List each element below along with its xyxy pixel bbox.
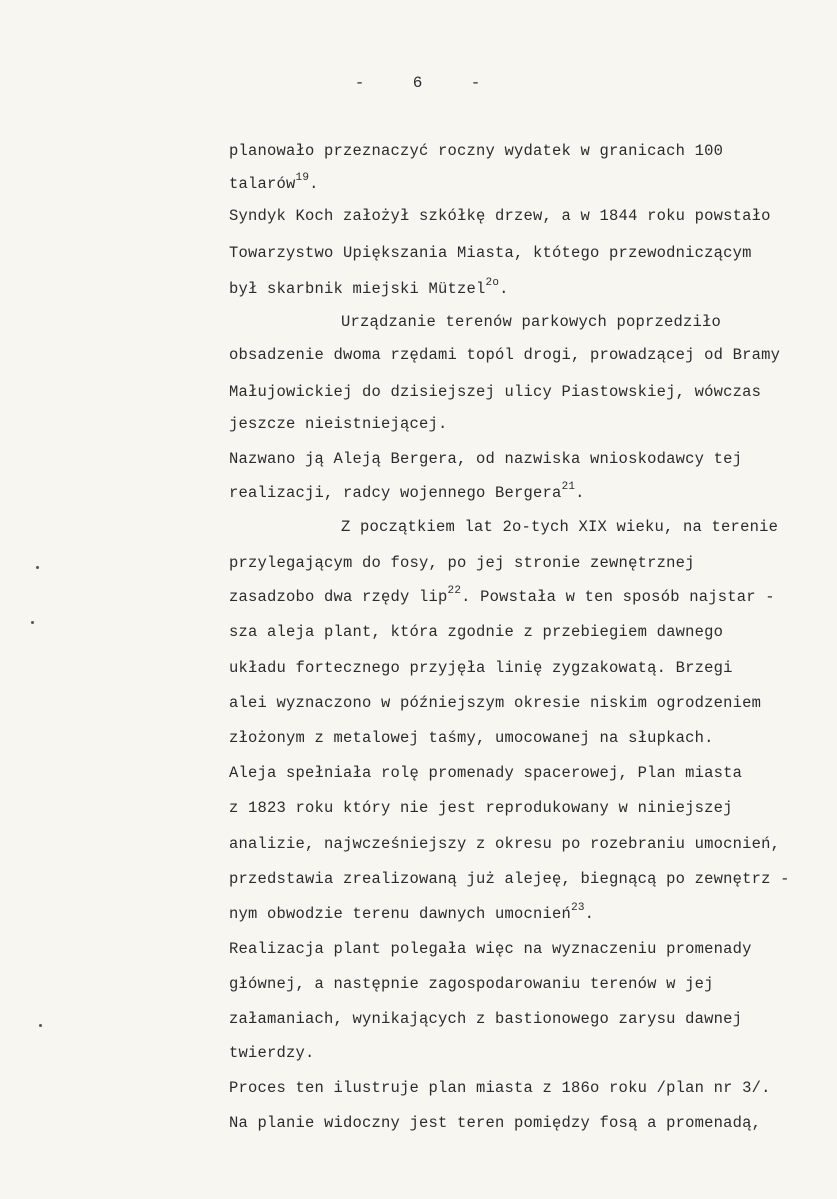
text-line: z 1823 roku który nie jest reprodukowany w niniejszej (229, 799, 733, 817)
text-line: alei wyznaczono w późniejszym okresie niskim ogrodzeniem (229, 694, 762, 712)
margin-mark (31, 621, 34, 624)
text-line: Urządzanie terenów parkowych poprzedziło (341, 313, 722, 331)
text-line: obsadzenie dwoma rzędami topól drogi, prowadzącej od Bramy (229, 346, 781, 364)
text-line: przedstawia zrealizowaną już alejeę, biegnącą po zewnętrz - (229, 870, 790, 888)
margin-mark (36, 566, 39, 569)
text-line: Aleja spełniała rolę promenady spacerowej, Plan miasta (229, 764, 743, 782)
text-line: nym obwodzie terenu dawnych umocnień$^{23}$. (229, 902, 595, 923)
page-number: - 6 - (354, 74, 483, 92)
text-line: złożonym z metalowej taśmy, umocowanej na słupkach. (229, 729, 714, 747)
text-line: Proces ten ilustruje plan miasta z 186o roku /plan nr 3/. (229, 1079, 771, 1097)
text-line: Nazwano ją Aleją Bergera, od nazwiska wnioskodawcy tej (229, 450, 743, 468)
text-line: Z początkiem lat 2o-tych XIX wieku, na terenie (341, 518, 779, 536)
text-line: Na planie widoczny jest teren pomiędzy fosą a promenadą, (229, 1114, 762, 1132)
text-line: planowało przeznaczyć roczny wydatek w granicach 100 (229, 142, 724, 160)
text-line: głównej, a następnie zagospodarowaniu terenów w jej (229, 975, 714, 993)
text-line: Małujowickiej do dzisiejszej ulicy Piastowskiej, wówczas (229, 383, 762, 401)
text-line: jeszcze nieistniejącej. (229, 415, 448, 433)
text-line: zasadzobo dwa rzędy lip$^{22}$. Powstała w ten sposób najstar - (229, 585, 775, 606)
text-line: był skarbnik miejski Mützel$^{2o}$. (229, 277, 509, 298)
margin-mark (39, 1024, 42, 1027)
text-line: załamaniach, wynikających z bastionowego zarysu dawnej (229, 1010, 743, 1028)
text-line: przylegającym do fosy, po jej stronie zewnętrznej (229, 554, 695, 572)
text-line: talarów$^{19}$. (229, 172, 319, 193)
footnote-ref: 21 (561, 481, 576, 493)
text-line: analizie, najwcześniejszy z okresu po rozebraniu umocnień, (229, 835, 781, 853)
text-line: twierdzy. (229, 1044, 315, 1062)
text-line: Towarzystwo Upiększania Miasta, któtego przewodniczącym (229, 244, 752, 262)
footnote-ref: 23 (571, 902, 585, 914)
text-line: Syndyk Koch założył szkółkę drzew, a w 1844 roku powstało (229, 207, 771, 225)
footnote-ref: 2o (485, 277, 500, 289)
text-line: układu fortecznego przyjęła linię zygzakowatą. Brzegi (229, 659, 733, 677)
text-line: sza aleja plant, która zgodnie z przebiegiem dawnego (229, 623, 724, 641)
text-line: realizacji, radcy wojennego Bergera$^{21}$. (229, 481, 585, 502)
footnote-ref: 22 (447, 585, 462, 597)
footnote-ref: 19 (295, 172, 310, 184)
text-line: Realizacja plant polegała więc na wyznaczeniu promenady (229, 940, 752, 958)
